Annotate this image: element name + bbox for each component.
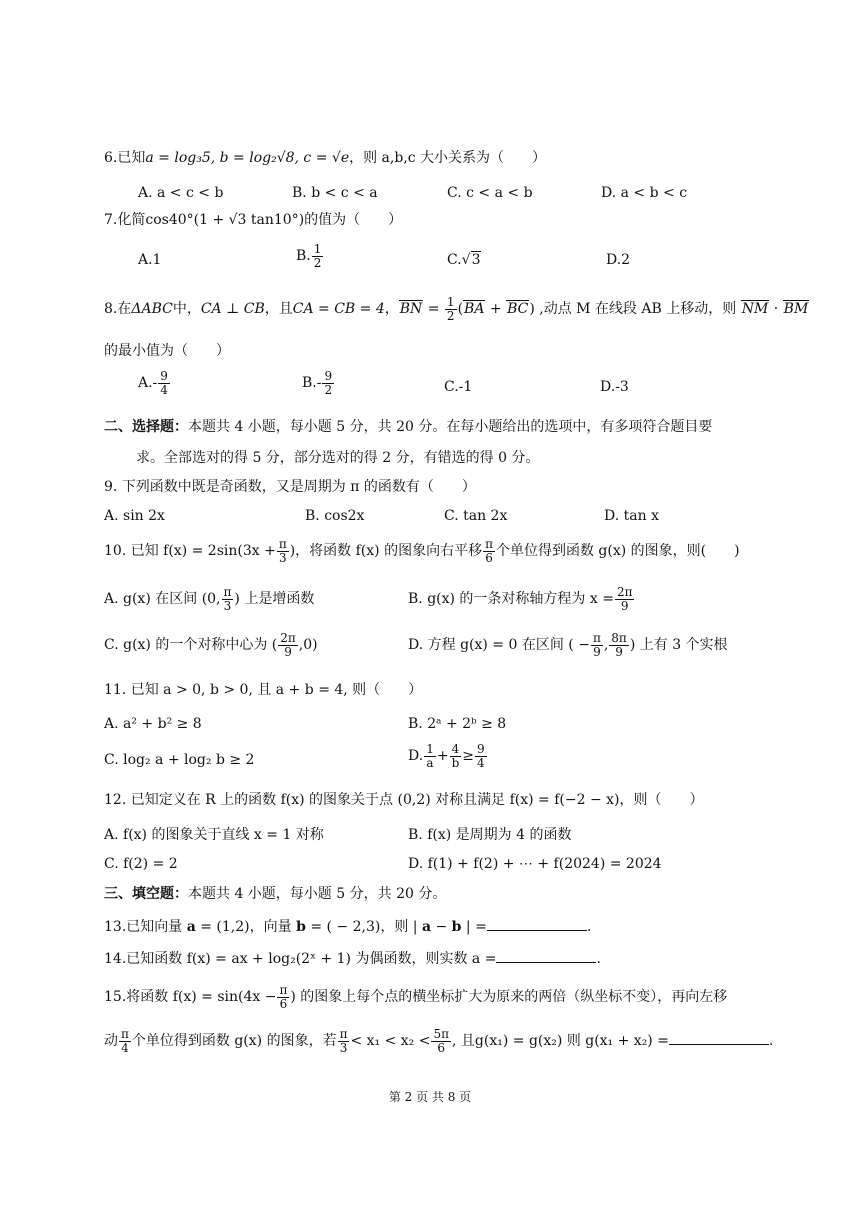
q7-stem: 7.化简cos40°(1 + √3 tan10°)的值为（ ） [104,212,403,228]
section-2-line2: 求。全部选对的得 5 分，部分选对的得 2 分，有错选的得 0 分。 [136,450,540,466]
q8-stem-line2: 的最小值为（ ） [104,343,230,359]
q15-stem-line2: 动 $\frac{\pi}{4}$ 个单位得到函数 g(x) 的图象，若 $\frac{\pi}{3}$ < x₁ < x₂ < $\frac{5\pi}{6}$ , 且g(x₁) = g(x₂) 则 g(x₁ + x₂) = . [104,1027,774,1055]
q8-stem-line1: 8.在ΔABC中，CA ⊥ CB，且CA = CB = 4，BN = $\frac{1}{2}$ (BA + BC) ,动点 M 在线段 AB 上移动，则 NM · BM [104,295,809,323]
q10-option-d: D. 方程 g(x) = 0 在区间 ( − $\frac{\pi}{9}$ , $\frac{8\pi}{9}$ ) 上有 3 个实根 [408,631,728,659]
q14-answer-blank [496,949,596,963]
q9-option-c: C. tan 2x [444,508,508,524]
q8-option-d: D.-3 [600,379,629,395]
q6-option-a: A. a < c < b [138,185,224,201]
q7-option-d: D.2 [606,252,631,268]
q11-option-b: B. 2ᵃ + 2ᵇ ≥ 8 [408,716,507,732]
q12-option-d: D. f(1) + f(2) + ⋯ + f(2024) = 2024 [408,856,662,872]
q9-option-a: A. sin 2x [104,508,165,524]
q11-option-d: D. $\frac{1}{a}$ + $\frac{4}{b}$ ≥ $\frac{9}{4}$ [408,742,485,770]
q8-fraction: $\frac{1}{2}$ [446,295,455,323]
q12-option-b: B. f(x) 是周期为 4 的函数 [408,827,572,843]
q14-stem: 14.已知函数 f(x) = ax + log₂(2ˣ + 1) 为偶函数，则实数 a = . [104,951,601,967]
q10-option-a: A. g(x) 在区间 (0, $\frac{\pi}{3}$ ) 上是增函数 [104,585,315,613]
q7-b-fraction: $\frac{1}{2}$ [313,242,322,270]
q8-option-b: B.- $\frac{9}{2}$ [302,369,333,397]
q9-stem: 9. 下列函数中既是奇函数，又是周期为 π 的函数有（ ） [104,479,476,495]
q7-option-b: B. $\frac{1}{2}$ [296,242,322,270]
q6-option-d: D. a < b < c [601,185,688,201]
q11-option-a: A. a² + b² ≥ 8 [104,716,202,732]
q6-option-c: C. c < a < b [447,185,533,201]
q10-option-c: C. g(x) 的一个对称中心为 ( $\frac{2\pi}{9}$ ,0) [104,631,318,659]
q12-option-a: A. f(x) 的图象关于直线 x = 1 对称 [104,827,324,843]
q6-option-b: B. b < c < a [292,185,378,201]
q12-stem: 12. 已知定义在 R 上的函数 f(x) 的图象关于点 (0,2) 对称且满足 f(x) = f(−2 − x)，则（ ） [104,792,704,808]
q6-stem: 6.已知a = log₃5, b = log₂√8, c = √e，则 a,b,c 大小关系为（ ） [104,150,547,166]
q7-option-c: C.√3 [447,252,481,268]
q15-answer-blank [669,1031,769,1045]
q9-option-b: B. cos2x [305,508,365,524]
section-2-line1: 二、选择题：本题共 4 小题，每小题 5 分，共 20 分。在每小题给出的选项中，有多项符合题目要 [104,419,713,435]
q8-option-c: C.-1 [444,379,473,395]
q10-option-b: B. g(x) 的一条对称轴方程为 x = $\frac{2\pi}{9}$ [408,585,633,613]
q13-answer-blank [487,917,587,931]
q15-stem-line1: 15.将函数 f(x) = sin(4x − $\frac{\pi}{6}$ ) 的图象上每个点的横坐标扩大为原来的两倍（纵坐标不变），再向左移 [104,983,728,1011]
q7-option-a: A.1 [138,252,162,268]
q11-stem: 11. 已知 a > 0, b > 0, 且 a + b = 4, 则（ ） [104,682,423,698]
q8-option-a: A.- $\frac{9}{4}$ [138,369,168,397]
page-footer: 第 2 页 共 8 页 [388,1090,472,1104]
q11-option-c: C. log₂ a + log₂ b ≥ 2 [104,752,255,768]
q13-stem: 13.已知向量 a = (1,2)，向量 b = ( − 2,3)，则 | a − b | = . [104,919,592,935]
section-3-heading: 三、填空题：本题共 4 小题，每小题 5 分，共 20 分。 [104,886,447,902]
q10-stem: 10. 已知 f(x) = 2sin(3x + $\frac{\pi}{3}$ )，将函数 f(x) 的图象向右平移 $\frac{\pi}{6}$ 个单位得到函数 g(x) 的图象，则( ) [104,537,740,565]
q9-option-d: D. tan x [604,508,659,524]
q12-option-c: C. f(2) = 2 [104,856,178,872]
